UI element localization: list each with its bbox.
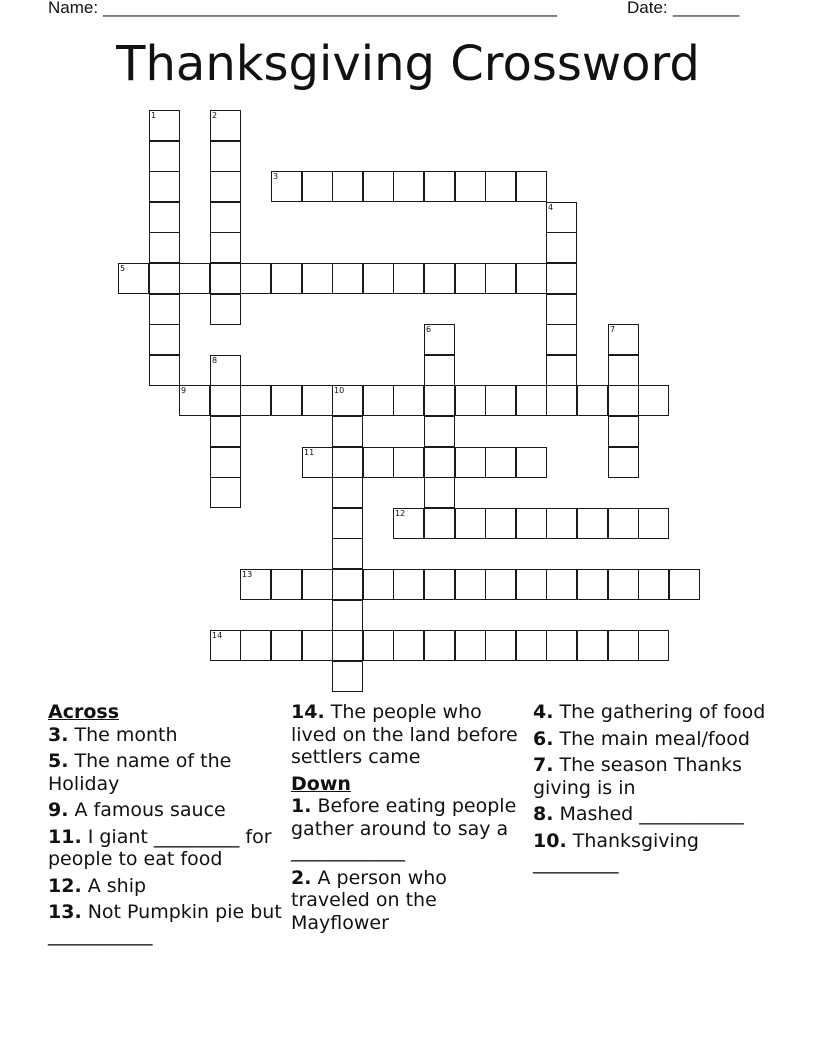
grid-cell[interactable] [516, 447, 547, 478]
grid-cell[interactable] [455, 263, 486, 294]
grid-cell[interactable] [546, 294, 577, 325]
grid-cell[interactable] [577, 385, 608, 416]
grid-cell[interactable] [210, 294, 241, 325]
grid-cell[interactable] [608, 385, 639, 416]
grid-cell[interactable] [363, 630, 394, 661]
grid-cell[interactable] [546, 508, 577, 539]
clue-down-4: 4. The gathering of food [533, 701, 766, 723]
grid-cell[interactable] [393, 447, 424, 478]
grid-cell[interactable] [332, 263, 363, 294]
grid-cell[interactable] [546, 232, 577, 263]
grid-cell[interactable] [455, 508, 486, 539]
grid-cell[interactable] [424, 263, 455, 294]
grid-cell[interactable] [638, 385, 669, 416]
grid-cell[interactable] [271, 385, 302, 416]
grid-cell[interactable] [638, 508, 669, 539]
grid-cell[interactable] [302, 569, 333, 600]
grid-cell[interactable] [210, 263, 241, 294]
grid-cell[interactable] [424, 447, 455, 478]
grid-cell[interactable] [332, 630, 363, 661]
grid-cell[interactable] [271, 263, 302, 294]
grid-cell[interactable] [118, 263, 149, 294]
grid-cell[interactable] [485, 263, 516, 294]
grid-cell[interactable] [332, 508, 363, 539]
clue-number: 12 [395, 509, 406, 518]
clue-number: 9 [181, 386, 187, 395]
grid-cell[interactable] [332, 447, 363, 478]
clue-number: 11 [304, 448, 315, 457]
grid-cell[interactable] [210, 202, 241, 233]
grid-cell[interactable] [302, 385, 333, 416]
grid-cell[interactable] [332, 661, 363, 692]
down-heading: Down [291, 772, 351, 795]
grid-cell[interactable] [149, 171, 180, 202]
clue-across-3: 3. The month [48, 723, 178, 746]
grid-cell[interactable] [332, 385, 363, 416]
grid-cell[interactable] [149, 110, 180, 141]
clue-number: 14 [212, 631, 223, 640]
grid-cell[interactable] [546, 263, 577, 294]
grid-cell[interactable] [546, 202, 577, 233]
grid-cell[interactable] [149, 263, 180, 294]
grid-cell[interactable] [149, 355, 180, 386]
grid-cell[interactable] [240, 569, 271, 600]
clue-down-1: 1. Before eating people gather around to say a ____________ [291, 795, 517, 862]
grid-cell[interactable] [363, 569, 394, 600]
name-line[interactable]: ________________________________________________ [103, 0, 557, 17]
grid-cell[interactable] [424, 385, 455, 416]
grid-cell[interactable] [485, 385, 516, 416]
grid-cell[interactable] [393, 630, 424, 661]
clue-across-13: 13. Not Pumpkin pie but ___________ [48, 901, 282, 946]
grid-cell[interactable] [608, 355, 639, 386]
grid-cell[interactable] [149, 141, 180, 172]
clue-number: 6 [426, 325, 432, 334]
grid-cell[interactable] [516, 508, 547, 539]
grid-cell[interactable] [546, 355, 577, 386]
grid-cell[interactable] [516, 630, 547, 661]
clue-column-2 [291, 701, 527, 938]
grid-cell[interactable] [608, 508, 639, 539]
grid-cell[interactable] [302, 447, 333, 478]
grid-cell[interactable] [424, 324, 455, 355]
clue-number: 8 [212, 356, 218, 365]
clue-column-3 [533, 701, 769, 879]
grid-cell[interactable] [210, 630, 241, 661]
grid-cell[interactable] [485, 630, 516, 661]
clue-across-11: 11. I giant _________ for people to eat food [48, 825, 272, 870]
clue-across-14: 14. The people who lived on the land before settlers came [291, 701, 518, 768]
date-label: Date: [627, 0, 668, 17]
clue-across-5: 5. The name of the Holiday [48, 750, 232, 795]
grid-cell[interactable] [179, 263, 210, 294]
clue-across-9: 9. A famous sauce [48, 799, 226, 821]
grid-cell[interactable] [240, 385, 271, 416]
grid-cell[interactable] [577, 569, 608, 600]
grid-cell[interactable] [669, 569, 700, 600]
grid-cell[interactable] [608, 630, 639, 661]
grid-cell[interactable] [332, 416, 363, 447]
grid-cell[interactable] [363, 171, 394, 202]
grid-cell[interactable] [332, 477, 363, 508]
grid-cell[interactable] [210, 416, 241, 447]
grid-cell[interactable] [210, 171, 241, 202]
grid-cell[interactable] [210, 141, 241, 172]
date-line[interactable]: _______ [673, 0, 740, 17]
grid-cell[interactable] [516, 569, 547, 600]
grid-cell[interactable] [302, 263, 333, 294]
grid-cell[interactable] [485, 171, 516, 202]
grid-cell[interactable] [393, 263, 424, 294]
page-title: Thanksgiving Crossword [116, 36, 700, 92]
grid-cell[interactable] [608, 416, 639, 447]
grid-cell[interactable] [546, 630, 577, 661]
grid-cell[interactable] [332, 171, 363, 202]
grid-cell[interactable] [516, 385, 547, 416]
clue-across-12: 12. A ship [48, 874, 147, 897]
grid-cell[interactable] [424, 477, 455, 508]
clue-number: 7 [610, 325, 616, 334]
grid-cell[interactable] [455, 630, 486, 661]
grid-cell[interactable] [271, 630, 302, 661]
grid-cell[interactable] [485, 569, 516, 600]
grid-cell[interactable] [424, 416, 455, 447]
grid-cell[interactable] [240, 630, 271, 661]
grid-cell[interactable] [302, 630, 333, 661]
grid-cell[interactable] [271, 569, 302, 600]
grid-cell[interactable] [210, 447, 241, 478]
grid-cell[interactable] [363, 263, 394, 294]
clue-number: 13 [242, 570, 253, 579]
grid-cell[interactable] [424, 508, 455, 539]
clue-number: 4 [548, 203, 554, 212]
grid-cell[interactable] [210, 477, 241, 508]
grid-cell[interactable] [149, 324, 180, 355]
grid-cell[interactable] [393, 569, 424, 600]
grid-cell[interactable] [424, 355, 455, 386]
grid-cell[interactable] [210, 232, 241, 263]
clue-down-2: 2. A person who traveled on the Mayflower [291, 866, 447, 934]
grid-cell[interactable] [608, 447, 639, 478]
grid-cell[interactable] [608, 324, 639, 355]
grid-cell[interactable] [455, 447, 486, 478]
clue-down-10: 10. Thanksgiving _________ [533, 829, 699, 874]
clue-number: 1 [151, 111, 157, 120]
grid-cell[interactable] [332, 538, 363, 569]
grid-cell[interactable] [332, 600, 363, 631]
grid-cell[interactable] [424, 630, 455, 661]
clue-down-8: 8. Mashed ___________ [533, 803, 744, 825]
grid-cell[interactable] [210, 355, 241, 386]
grid-cell[interactable] [577, 508, 608, 539]
grid-cell[interactable] [393, 171, 424, 202]
clue-column-1 [48, 701, 284, 950]
clue-down-6: 6. The main meal/food [533, 727, 750, 750]
grid-cell[interactable] [638, 569, 669, 600]
grid-cell[interactable] [455, 385, 486, 416]
grid-cell[interactable] [271, 171, 302, 202]
clue-number: 5 [120, 264, 126, 273]
grid-cell[interactable] [424, 569, 455, 600]
clue-number: 2 [212, 111, 218, 120]
grid-cell[interactable] [455, 569, 486, 600]
grid-cell[interactable] [485, 447, 516, 478]
clue-number: 3 [273, 172, 279, 181]
grid-cell[interactable] [179, 385, 210, 416]
grid-cell[interactable] [210, 385, 241, 416]
grid-cell[interactable] [363, 447, 394, 478]
grid-cell[interactable] [485, 508, 516, 539]
grid-cell[interactable] [546, 385, 577, 416]
grid-cell[interactable] [638, 630, 669, 661]
grid-cell[interactable] [149, 232, 180, 263]
across-heading: Across [48, 701, 120, 723]
grid-cell[interactable] [577, 630, 608, 661]
grid-cell[interactable] [363, 385, 394, 416]
grid-cell[interactable] [149, 294, 180, 325]
name-label: Name: [48, 0, 99, 17]
grid-cell[interactable] [393, 385, 424, 416]
grid-cell[interactable] [332, 569, 363, 600]
grid-cell[interactable] [516, 171, 547, 202]
grid-cell[interactable] [424, 171, 455, 202]
grid-cell[interactable] [455, 171, 486, 202]
grid-cell[interactable] [546, 569, 577, 600]
clue-down-7: 7. The season Thanks giving is in [533, 754, 742, 799]
clue-number: 10 [334, 386, 345, 395]
grid-cell[interactable] [240, 263, 271, 294]
grid-cell[interactable] [546, 324, 577, 355]
grid-cell[interactable] [608, 569, 639, 600]
grid-cell[interactable] [302, 171, 333, 202]
grid-cell[interactable] [210, 110, 241, 141]
grid-cell[interactable] [149, 202, 180, 233]
grid-cell[interactable] [393, 508, 424, 539]
grid-cell[interactable] [516, 263, 547, 294]
